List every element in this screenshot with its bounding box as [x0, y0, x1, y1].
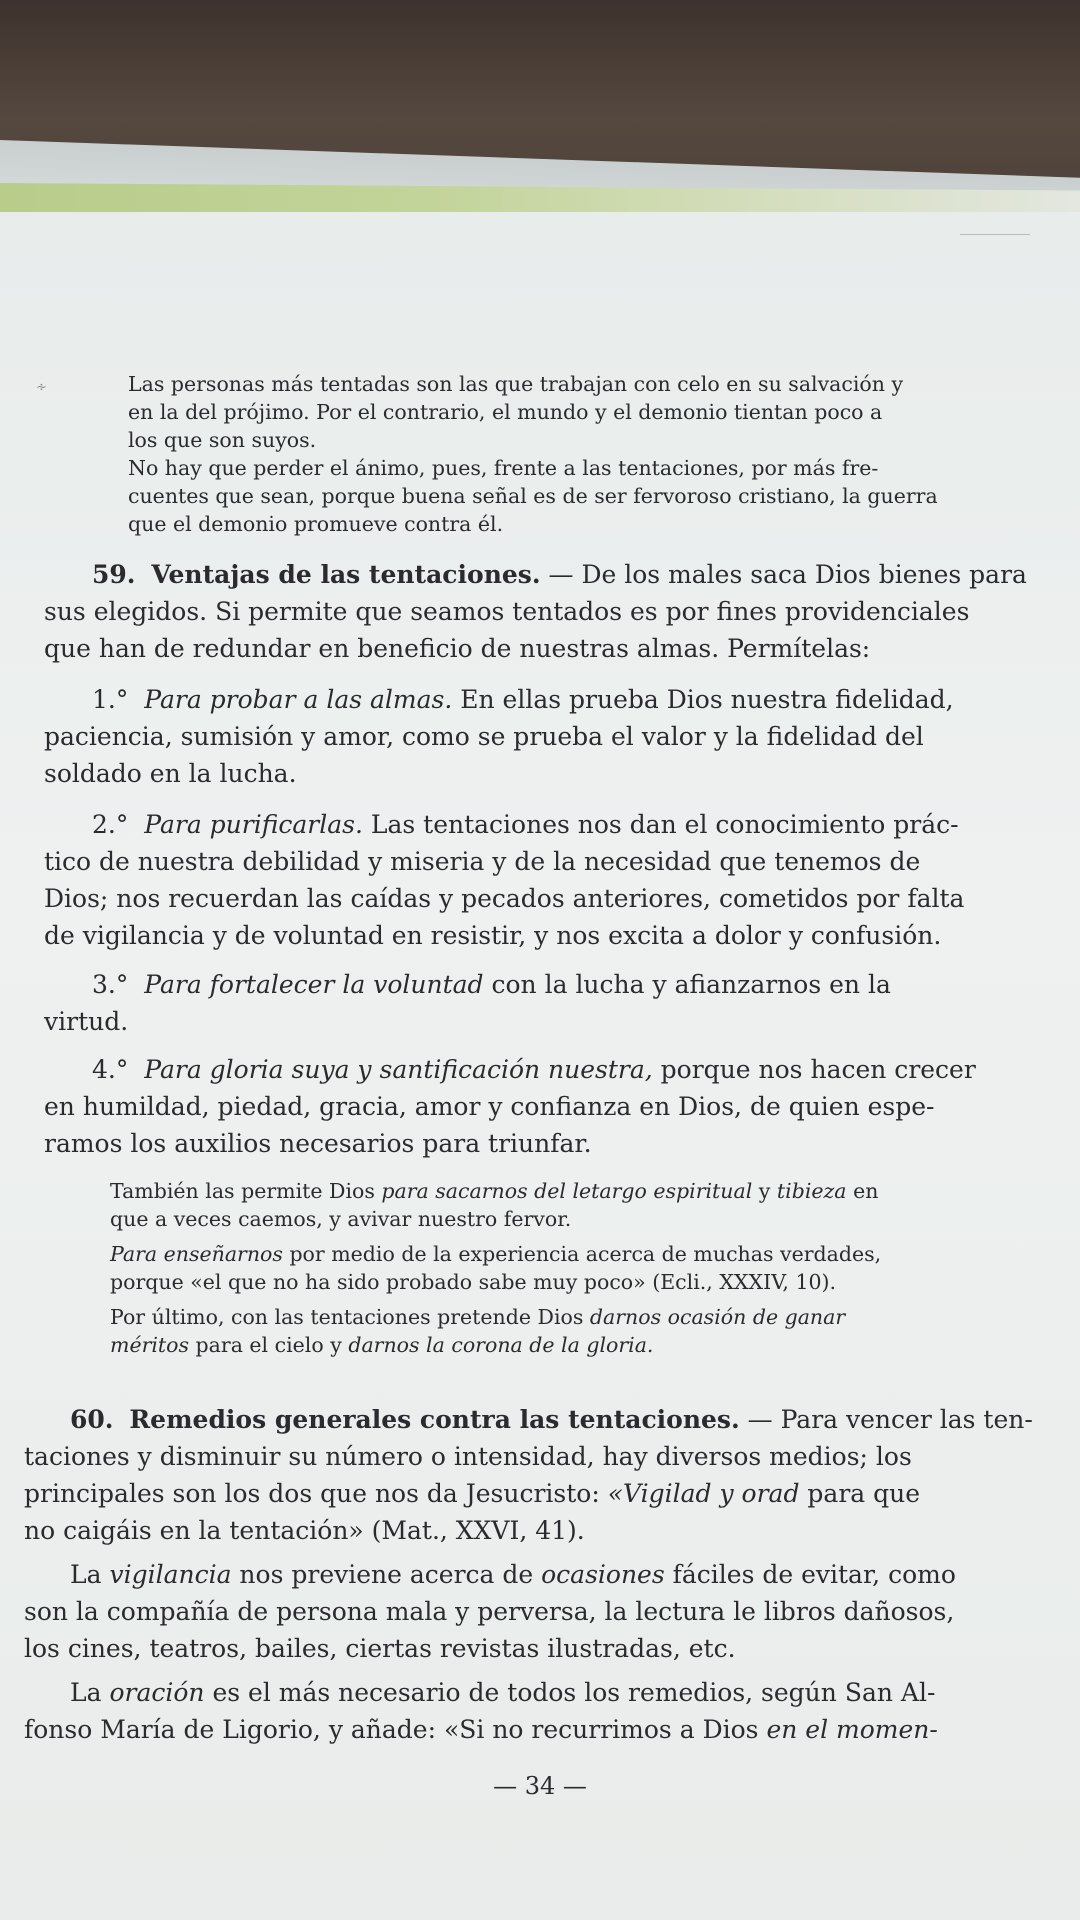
- text-line: — Para vencer las ten-: [739, 1405, 1033, 1434]
- text-line: en la del prójimo. Por el contrario, el mundo y el demonio tientan poco a: [128, 400, 883, 424]
- text-line: porque nos hacen crecer: [652, 1055, 976, 1084]
- text-line: no caigáis en la tentación» (Mat., XXVI, 41).: [24, 1516, 585, 1545]
- text-line: virtud.: [44, 1007, 129, 1036]
- text-line: en humildad, piedad, gracia, amor y confianza en Dios, de quien espe-: [44, 1092, 935, 1121]
- point-4: [92, 1052, 976, 1088]
- text-line: con la lucha y afianzarnos en la: [483, 970, 891, 999]
- book-page: [0, 212, 1080, 1920]
- point-2: [92, 807, 959, 843]
- text-line: La vigilancia nos previene acerca de ocasiones fáciles de evitar, como: [70, 1560, 956, 1589]
- text-line: ramos los auxilios necesarios para triunfar.: [44, 1129, 592, 1158]
- text-line: taciones y disminuir su número o intensidad, hay diversos medios; los: [24, 1442, 912, 1471]
- text-line: de vigilancia y de voluntad en resistir, y nos excita a dolor y confusión.: [44, 921, 942, 950]
- point-title: Para probar a las almas.: [144, 685, 453, 714]
- point-number: 3.°: [92, 970, 129, 999]
- text-line: Por último, con las tentaciones pretende Dios darnos ocasión de ganar: [110, 1305, 846, 1329]
- page-mark: [960, 234, 1030, 235]
- text-line: principales son los dos que nos da Jesucristo: «Vigilad y orad para que: [24, 1479, 921, 1508]
- text-line: paciencia, sumisión y amor, como se prueba el valor y la fidelidad del: [44, 722, 924, 751]
- text-line: los que son suyos.: [128, 428, 317, 452]
- section-title: Remedios generales contra las tentaciones.: [129, 1405, 740, 1434]
- text-line: sus elegidos. Si permite que seamos tentados es por fines providenciales: [44, 597, 970, 626]
- section-number: 59.: [92, 560, 136, 589]
- point-3: [92, 967, 891, 1003]
- text-line: — De los males saca Dios bienes para: [540, 560, 1027, 589]
- text-line: soldado en la lucha.: [44, 759, 297, 788]
- text-line: que han de redundar en beneficio de nuestras almas. Permítelas:: [44, 634, 871, 663]
- point-1: [92, 682, 954, 718]
- margin-mark-icon: ∻: [36, 380, 47, 395]
- text-line: cuentes que sean, porque buena señal es de ser fervoroso cristiano, la guerra: [128, 484, 938, 508]
- text-line: fonso María de Ligorio, y añade: «Si no recurrimos a Dios en el momen-: [24, 1715, 938, 1744]
- text-line: porque «el que no ha sido probado sabe muy poco» (Ecli., XXXIV, 10).: [110, 1270, 837, 1294]
- point-title: Para gloria suya y santificación nuestra,: [144, 1055, 653, 1084]
- section-heading-line: [92, 557, 1027, 593]
- section-heading-line: [70, 1402, 1033, 1438]
- text-line: Para enseñarnos por medio de la experiencia acerca de muchas verdades,: [110, 1242, 882, 1266]
- section-title: Ventajas de las tentaciones.: [151, 560, 541, 589]
- text-line: También las permite Dios para sacarnos del letargo espiritual y tibieza en: [110, 1179, 879, 1203]
- section-number: 60.: [70, 1405, 114, 1434]
- point-title: Para purificarlas.: [144, 810, 363, 839]
- point-number: 1.°: [92, 685, 129, 714]
- point-number: 4.°: [92, 1055, 129, 1084]
- text-line: que a veces caemos, y avivar nuestro fervor.: [110, 1207, 572, 1231]
- text-line: Las tentaciones nos dan el conocimiento prác-: [362, 810, 959, 839]
- page-number: — 34 —: [493, 1772, 587, 1800]
- text-line: Dios; nos recuerdan las caídas y pecados anteriores, cometidos por falta: [44, 884, 965, 913]
- text-line: que el demonio promueve contra él.: [128, 512, 504, 536]
- point-number: 2.°: [92, 810, 129, 839]
- text-line: No hay que perder el ánimo, pues, frente a las tentaciones, por más fre-: [128, 456, 879, 480]
- text-line: Las personas más tentadas son las que trabajan con celo en su salvación y: [128, 372, 904, 396]
- text-line: En ellas prueba Dios nuestra fidelidad,: [452, 685, 954, 714]
- point-title: Para fortalecer la voluntad: [144, 970, 484, 999]
- text-line: méritos para el cielo y darnos la corona de la gloria.: [110, 1333, 654, 1357]
- text-line: son la compañía de persona mala y perversa, la lectura le libros dañosos,: [24, 1597, 955, 1626]
- text-line: los cines, teatros, bailes, ciertas revistas ilustradas, etc.: [24, 1634, 736, 1663]
- text-line: La oración es el más necesario de todos los remedios, según San Al-: [70, 1678, 936, 1707]
- text-line: tico de nuestra debilidad y miseria y de la necesidad que tenemos de: [44, 847, 921, 876]
